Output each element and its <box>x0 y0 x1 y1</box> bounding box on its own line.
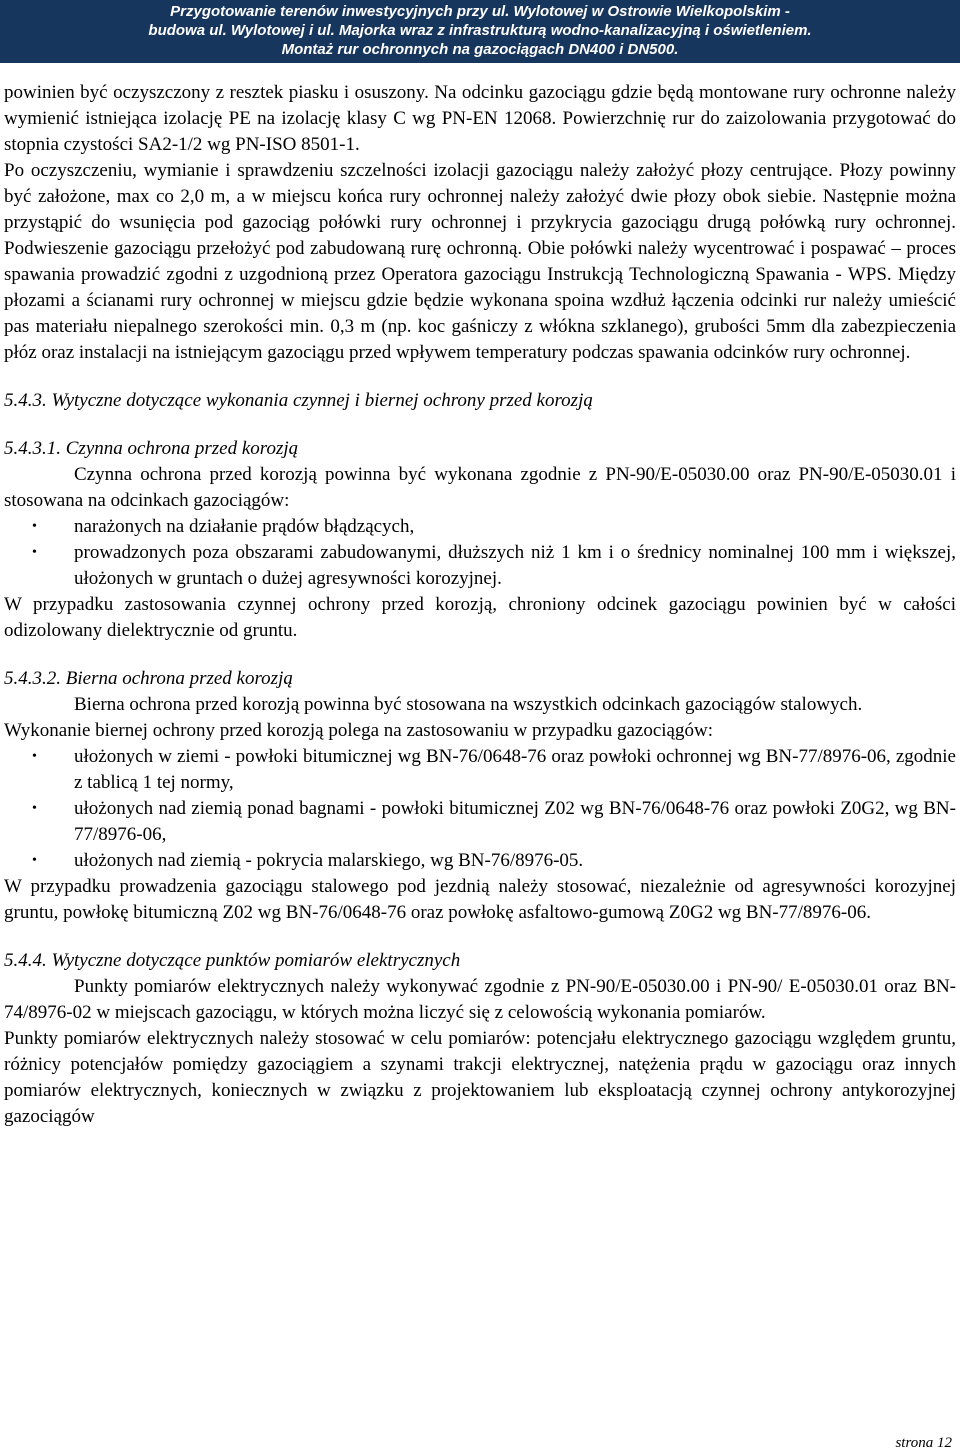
active-protection-list <box>4 514 956 592</box>
list-item: • narażonych na działanie prądów błądzących, <box>4 514 956 540</box>
heading-5-4-3-2: 5.4.3.2. Bierna ochrona przed korozją <box>4 668 293 689</box>
document-header <box>0 0 960 63</box>
paragraph-active-protection-outro: W przypadku zastosowania czynnej ochrony przed korozją, chroniony odcinek gazociągu powinien być w całości odizolowany dielektrycznie od gruntu. <box>4 594 956 641</box>
paragraph-cleaning: powinien być oczyszczony z resztek piasku i osuszony. Na odcinku gazociągu gdzie będą montowane rury ochronne należy wymienić istniejąca izolację PE na izolację klasy C wg PN-EN 12068. Powierzchnię rur do zaizolowania przygotować do stopnia czystości SA2-1/2 wg PN-ISO 8501-1. <box>4 82 956 155</box>
heading-5-4-3: 5.4.3. Wytyczne dotyczące wykonania czynnej i biernej ochrony przed korozją <box>4 390 593 411</box>
header-line-3: Montaż rur ochronnych na gazociągach DN400 i DN500. <box>281 41 679 58</box>
header-line-1: Przygotowanie terenów inwestycyjnych przy ul. Wylotowej w Ostrowie Wielkopolskim - <box>170 3 790 20</box>
paragraph-centering-skids: Po oczyszczeniu, wymianie i sprawdzeniu szczelności izolacji gazociągu należy założyć płozy centrujące. Płozy powinny być założone, max co 2,0 m, a w miejscu końca rury ochronnej należy założyć dwie płozy obok siebie. Następnie można przystąpić do wsunięcia pod gazociąg połówki rury ochronnej i przykrycia gazociągu drugą połówką rury ochronnej. Podwieszenie gazociągu przełożyć pod zabudowaną rurę ochronną. Obie połówki należy wycentrować i pospawać – proces spawania prowadzić zgodni z uzgodnioną przez Operatora gazociągu Instrukcją Technologiczną Spawania - WPS. Między płozami a ścianami rury ochronnej w miejscu gdzie będzie wykonana spoina wzdłuż łączenia odcinki rur należy umieścić pas materiału niepalnego szerokości min. 0,3 m (np. koc gaśniczy z włókna szklanego), grubości 5mm dla zabezpieczenia płóz oraz instalacji na istniejącym gazociągu przed wpływem temperatury podczas spawania odcinków rury ochronnej. <box>4 160 956 363</box>
header-line-2: budowa ul. Wylotowej i ul. Majorka wraz z infrastrukturą wodno-kanalizacyjną i oświetleniem. <box>148 22 812 39</box>
heading-5-4-3-1: 5.4.3.1. Czynna ochrona przed korozją <box>4 438 299 459</box>
paragraph-active-protection-intro: Czynna ochrona przed korozją powinna być wykonana zgodnie z PN-90/E-05030.00 oraz PN-90/E-05030.01 i stosowana na odcinkach gazociągów: <box>4 464 956 511</box>
bullet-icon: • <box>32 749 37 764</box>
paragraph-passive-protection-intro: Bierna ochrona przed korozją powinna być stosowana na wszystkich odcinkach gazociągów stalowych. <box>74 694 863 715</box>
paragraph-measurement-points-intro: Punkty pomiarów elektrycznych należy wykonywać zgodnie z PN-90/E-05030.00 i PN-90/ E-05030.01 oraz BN-74/8976-02 w miejscach gazociągu, w których można liczyć się z celowością wykonania pomiarów. <box>4 976 956 1023</box>
document-body <box>4 80 956 1130</box>
list-item: • ułożonych w ziemi - powłoki bitumicznej wg BN-76/0648-76 oraz powłoki ochronnej wg BN-77/8976-06, zgodnie z tablicą 1 tej normy, <box>32 746 956 793</box>
list-item: • ułożonych nad ziemią - pokrycia malarskiego, wg BN-76/8976-05. <box>4 848 956 874</box>
paragraph-passive-protection-lead: Wykonanie biernej ochrony przed korozją polega na zastosowaniu w przypadku gazociągów: <box>4 720 713 741</box>
page-number: strona 12 <box>895 1435 952 1451</box>
list-item: • ułożonych nad ziemią ponad bagnami - powłoki bitumicznej Z02 wg BN-76/0648-76 oraz powłoki Z0G2, wg BN-77/8976-06, <box>32 798 956 845</box>
bullet-icon: • <box>32 853 37 868</box>
list-item: • prowadzonych poza obszarami zabudowanymi, dłuższych niż 1 km i o średnicy nominalnej 100 mm i większej, ułożonych w gruntach o dużej agresywności korozyjnej. <box>32 542 956 589</box>
paragraph-passive-protection-outro: W przypadku prowadzenia gazociągu stalowego pod jezdnią należy stosować, niezależnie od agresywności korozyjnej gruntu, powłokę bitumiczną Z02 wg BN-76/0648-76 oraz powłokę asfaltowo-gumową Z0G2 wg BN-77/8976-06. <box>4 876 956 923</box>
passive-protection-list <box>4 744 956 874</box>
heading-5-4-4: 5.4.4. Wytyczne dotyczące punktów pomiarów elektrycznych <box>4 950 461 971</box>
bullet-icon: • <box>32 801 37 816</box>
paragraph-measurement-points-body: Punkty pomiarów elektrycznych należy stosować w celu pomiarów: potencjału elektrycznego gazociągu względem gruntu, różnicy potencjałów pomiędzy gazociągiem a szynami trakcji elektrycznej, natężenia prądu w gazociągu oraz innych pomiarów elektrycznych, koniecznych w związku z projektowaniem lub eksploatacją czynnej ochrony antykorozyjnej gazociągów <box>4 1028 956 1127</box>
bullet-icon: • <box>32 545 37 560</box>
bullet-icon: • <box>32 519 37 534</box>
